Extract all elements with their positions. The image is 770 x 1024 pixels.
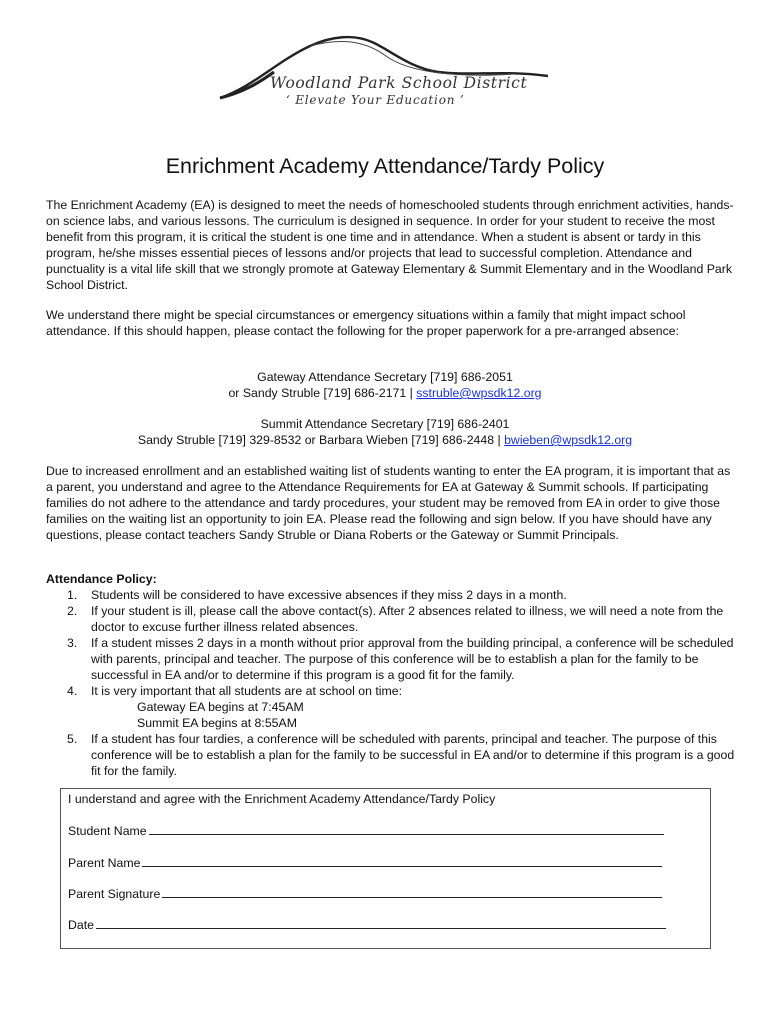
intro-paragraph: The Enrichment Academy (EA) is designed to meet the needs of homeschooled students through enrichment activities, hands-on science labs, and various lessons. The curriculum is designed in sequence. In order for your student to receive the most benefit from this program, it is critical the student is one time and in attendance. When a student is absent or tardy in this program, he/she misses essential pieces of lessons and/or projects that lead to successful completion. Attendance and punctuality is a vital life skill that we strongly promote at Gateway Elementary & Summit Elementary and in the Woodland Park School District. xyxy=(46,198,734,292)
student-name-line[interactable] xyxy=(149,822,664,835)
logo-district-name: Woodland Park School District xyxy=(270,74,528,92)
parent-name-label: Parent Name xyxy=(68,856,141,870)
policy-item xyxy=(46,731,736,779)
attendance-policy-heading: Attendance Policy: xyxy=(46,572,157,586)
parent-signature-field[interactable] xyxy=(68,885,662,901)
attendance-policy-list xyxy=(46,587,736,779)
policy-item-text: If a student misses 2 days in a month without prior approval from the building principal, a conference will be scheduled with parents, principal and teacher. The purpose of this conference will be to establish a plan for the family to be successful in EA and/or to determine if this program is a good fit for the family. xyxy=(91,636,734,682)
policy-item xyxy=(46,635,736,683)
logo-tagline: ‘ Elevate Your Education ’ xyxy=(286,93,465,107)
summit-start-time: Summit EA begins at 8:55AM xyxy=(137,716,297,730)
policy-item-text: If your student is ill, please call the above contact(s). After 2 absences related to illness, we will need a note from the doctor to excuse further illness related absences. xyxy=(91,604,724,634)
gateway-secretary: Gateway Attendance Secretary [719] 686-2051 xyxy=(257,370,513,384)
date-line[interactable] xyxy=(96,916,666,929)
enrollment-paragraph: Due to increased enrollment and an established waiting list of students wanting to enter the EA program, it is important that as a parent, you understand and agree to the Attendance Requirements for EA at Gateway & Summit schools. If participating families do not adhere to the attendance and tardy procedures, your student may be removed from EA in order to give those families on the waiting list an opportunity to join EA. Please read the following and sign below. If you have should have any questions, please contact teachers Sandy Struble or Diana Roberts or the Gateway or Summit Principals. xyxy=(46,464,731,542)
agreement-form xyxy=(60,788,711,949)
policy-item-number: 1. xyxy=(67,588,78,602)
policy-item-number: 3. xyxy=(67,636,78,650)
policy-item-number: 4. xyxy=(67,684,78,698)
parent-signature-line[interactable] xyxy=(162,885,662,898)
gateway-struble-line xyxy=(0,385,770,401)
policy-item-text: Students will be considered to have excessive absences if they miss 2 days in a month. xyxy=(91,588,567,602)
student-name-label: Student Name xyxy=(68,824,147,838)
summit-contacts xyxy=(0,416,770,448)
gateway-struble-text: or Sandy Struble [719] 686-2171 | xyxy=(228,386,417,400)
parent-signature-label: Parent Signature xyxy=(68,887,161,901)
summit-contacts-line xyxy=(0,432,770,448)
policy-item-number: 5. xyxy=(67,732,78,746)
summit-secretary: Summit Attendance Secretary [719] 686-2401 xyxy=(260,417,510,431)
parent-name-field[interactable] xyxy=(68,854,662,870)
policy-item-number: 2. xyxy=(67,604,78,618)
page-title: Enrichment Academy Attendance/Tardy Policy xyxy=(165,154,605,178)
agreement-statement: I understand and agree with the Enrichment Academy Attendance/Tardy Policy xyxy=(68,792,496,806)
district-logo xyxy=(214,32,554,114)
policy-item-text: It is very important that all students are at school on time: xyxy=(91,684,402,698)
summit-contacts-text: Sandy Struble [719] 329-8532 or Barbara Wieben [719] 686-2448 | xyxy=(137,433,505,447)
policy-item xyxy=(46,683,736,731)
policy-item xyxy=(46,603,736,635)
date-field[interactable] xyxy=(68,916,666,932)
policy-item xyxy=(46,587,736,603)
date-label: Date xyxy=(68,918,94,932)
special-circumstances-paragraph: We understand there might be special circumstances or emergency situations within a family that might impact school attendance. If this should happen, please contact the following for the proper paperwork for a pre-arranged absence: xyxy=(46,308,686,338)
policy-item-text: If a student has four tardies, a conference will be scheduled with parents, principal and teacher. The purpose of this conference will be to establish a plan for the family to be successful in EA and/or to determine if this program is a good fit for the family. xyxy=(91,732,735,778)
gateway-contacts xyxy=(0,369,770,401)
gateway-start-time: Gateway EA begins at 7:45AM xyxy=(137,700,304,714)
gateway-email-link[interactable]: sstruble@wpsdk12.org xyxy=(416,386,542,400)
student-name-field[interactable] xyxy=(68,822,664,838)
summit-email-link[interactable]: bwieben@wpsdk12.org xyxy=(504,433,633,447)
parent-name-line[interactable] xyxy=(142,854,662,867)
